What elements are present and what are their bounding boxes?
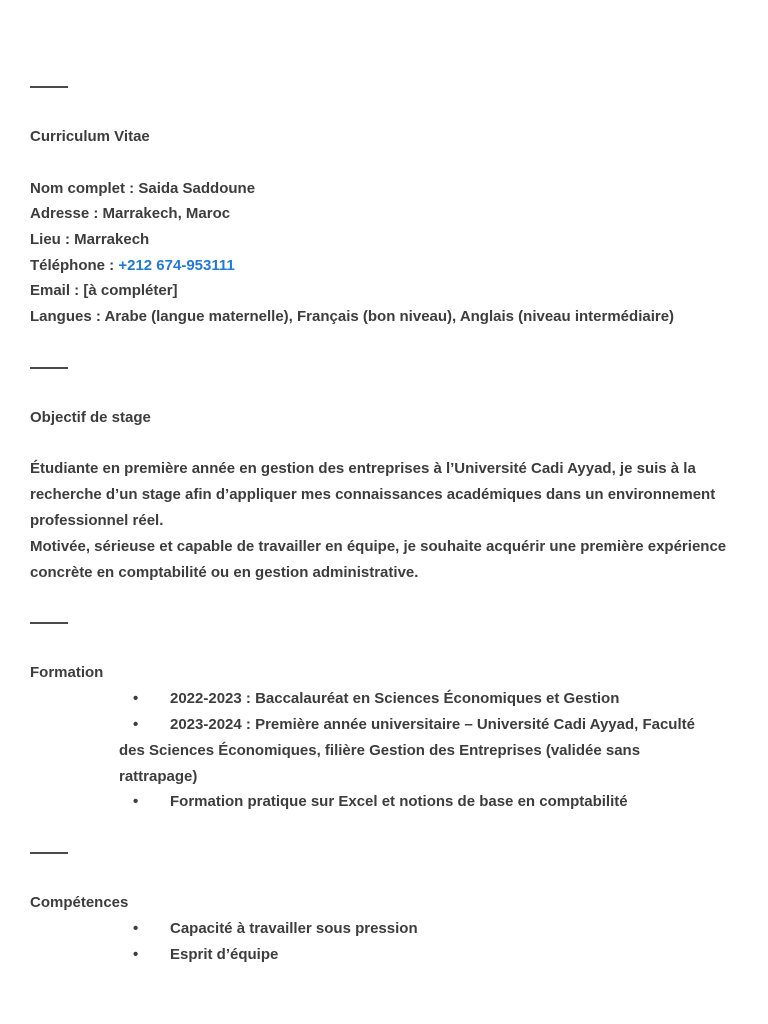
education-item-text: 2022-2023 : Baccalauréat en Sciences Économiques et Gestion [170,690,620,707]
contact-languages [30,307,674,327]
contact-name [30,179,255,199]
name-label: Nom complet : [30,180,139,197]
bullet-glyph: • [133,946,139,963]
contact-address [30,204,230,224]
objective-heading: Objectif de stage [30,409,151,426]
place-value: Marrakech [74,231,150,248]
address-value: Marrakech, Maroc [102,205,231,222]
education-item [119,789,719,815]
objective-paragraph [30,456,742,586]
skills-heading: Compétences [30,894,129,911]
bullet-glyph: • [133,793,139,810]
contact-place [30,230,149,250]
bullet-glyph: • [133,920,139,937]
education-item-text: 2023-2024 : Première année universitaire – Université Cadi Ayyad, Faculté des Sciences Économiques, filière Gestion des Entreprises (validée sans rattrapage) [119,716,695,785]
education-heading: Formation [30,664,104,681]
education-item [119,712,719,790]
address-label: Adresse : [30,205,103,222]
languages-label: Langues : [30,308,105,325]
skills-item-text: Capacité à travailler sous pression [170,920,418,937]
section-divider [30,622,68,624]
phone-label: Téléphone : [30,257,119,274]
phone-link[interactable]: +212 674-953111 [118,257,235,274]
bullet-glyph: • [133,716,139,733]
section-divider [30,86,68,88]
education-item-text: Formation pratique sur Excel et notions de base en comptabilité [170,793,628,810]
contact-email [30,281,178,301]
name-value: Saida Saddoune [138,180,256,197]
contact-phone [30,256,235,276]
objective-paragraph-2: Motivée, sérieuse et capable de travailler en équipe, je souhaite acquérir une première expérience concrète en comptabilité ou en gestion administrative. [30,538,727,581]
email-label: Email : [30,282,84,299]
skills-item [119,916,719,942]
objective-paragraph-1: Étudiante en première année en gestion des entreprises à l’Université Cadi Ayyad, je suis à la recherche d’un stage afin d’appliquer mes connaissances académiques dans un environnement professionnel réel. [30,460,716,529]
languages-value: Arabe (langue maternelle), Français (bon niveau), Anglais (niveau intermédiaire) [104,308,675,325]
email-value: [à compléter] [83,282,178,299]
skills-item [119,942,719,968]
section-divider [30,367,68,369]
document-title: Curriculum Vitae [30,128,150,145]
education-item [119,686,719,712]
skills-item-text: Esprit d’équipe [170,946,279,963]
place-label: Lieu : [30,231,75,248]
bullet-glyph: • [133,690,139,707]
section-divider [30,852,68,854]
